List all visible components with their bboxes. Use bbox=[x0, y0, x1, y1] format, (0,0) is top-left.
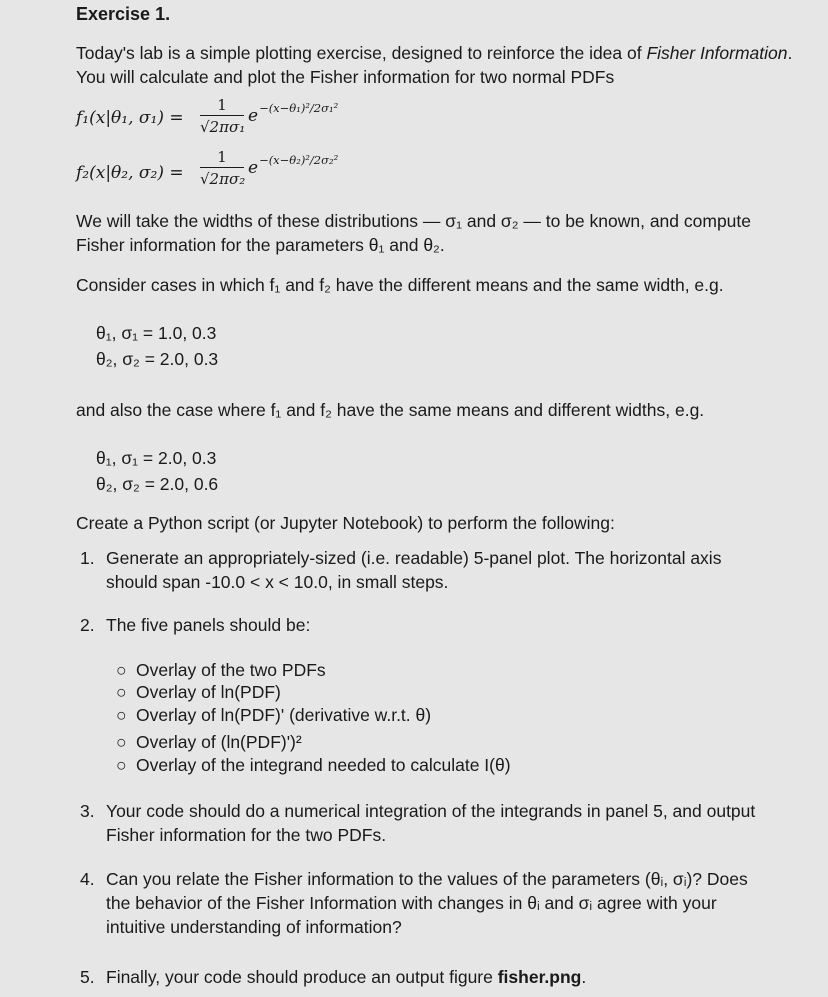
panel-text: Overlay of the integrand needed to calculate I(θ) bbox=[136, 755, 511, 775]
list-item-text bbox=[106, 799, 811, 847]
equation-f2-fraction bbox=[200, 148, 244, 188]
intro-emphasis: Fisher Information bbox=[646, 43, 788, 63]
case2-intro: and also the case where f₁ and f₂ have the same means and different widths, e.g. bbox=[76, 400, 705, 420]
equation-f1-lhs: f₁(x|θ₁, σ₁) = bbox=[76, 108, 184, 128]
equation-f2-denominator: √2πσ₂ bbox=[200, 170, 246, 188]
list-item-line: should span -10.0 < x < 10.0, in small steps. bbox=[106, 572, 449, 592]
panel-bullet bbox=[116, 659, 326, 682]
intro-text-a: Today's lab is a simple plotting exercise, designed to reinforce the idea of bbox=[76, 43, 647, 63]
equation-f2-power: −(x−θ₂)²/2σ₂² bbox=[259, 153, 339, 167]
panel-bullet bbox=[116, 704, 431, 727]
fraction-bar bbox=[200, 115, 244, 116]
panel-text: Overlay of the two PDFs bbox=[136, 660, 326, 680]
panel-bullet bbox=[116, 681, 281, 704]
case1-param-2: θ₂, σ₂ = 2.0, 0.3 bbox=[96, 349, 219, 369]
intro-text-b: . You will calculate and plot the Fisher information for two normal PDFs bbox=[76, 43, 793, 87]
case1-param-1: θ₁, σ₁ = 1.0, 0.3 bbox=[96, 323, 217, 343]
circle-bullet-icon: ○ bbox=[116, 705, 127, 725]
equation-f2-base: e bbox=[248, 158, 259, 178]
list-item-number: 5. bbox=[80, 967, 95, 987]
widths-line-2: Fisher information for the parameters θ₁ and θ₂. bbox=[76, 235, 445, 255]
case2-param-2: θ₂, σ₂ = 2.0, 0.6 bbox=[96, 474, 219, 494]
fraction-bar bbox=[200, 167, 244, 168]
list-item-line: intuitive understanding of information? bbox=[106, 917, 402, 937]
equation-f1-fraction bbox=[200, 96, 244, 136]
list-item-text: The five panels should be: bbox=[106, 615, 311, 635]
circle-bullet-icon: ○ bbox=[116, 660, 127, 680]
list-item-line: the behavior of the Fisher Information with changes in θᵢ and σᵢ agree with your bbox=[106, 893, 717, 913]
list-item-number: 3. bbox=[80, 801, 95, 821]
script-intro: Create a Python script (or Jupyter Notebook) to perform the following: bbox=[76, 513, 615, 533]
list-item-line: Finally, your code should produce an output figure bbox=[106, 967, 498, 987]
equation-f1-denominator: √2πσ₁ bbox=[200, 118, 246, 136]
list-item-number: 4. bbox=[80, 869, 95, 889]
circle-bullet-icon: ○ bbox=[116, 682, 127, 702]
case2-param-1: θ₁, σ₁ = 2.0, 0.3 bbox=[96, 448, 217, 468]
case2-params bbox=[96, 445, 218, 497]
exercise-title: Exercise 1. bbox=[76, 4, 171, 24]
panel-bullet bbox=[116, 754, 511, 777]
circle-bullet-icon: ○ bbox=[116, 732, 127, 752]
intro-paragraph bbox=[76, 41, 816, 89]
panel-text: Overlay of ln(PDF)' (derivative w.r.t. θ) bbox=[136, 705, 432, 725]
list-item-line: Fisher information for the two PDFs. bbox=[106, 825, 387, 845]
equation-f1-base: e bbox=[248, 106, 259, 126]
case1-intro: Consider cases in which f₁ and f₂ have the different means and the same width, e.g. bbox=[76, 275, 724, 295]
circle-bullet-icon: ○ bbox=[116, 755, 127, 775]
equation-f1-numerator: 1 bbox=[217, 96, 227, 114]
widths-line-1: We will take the widths of these distributions — σ₁ and σ₂ — to be known, and compute bbox=[76, 211, 752, 231]
list-item-text bbox=[106, 867, 811, 939]
equation-f1-power: −(x−θ₁)²/2σ₁² bbox=[259, 101, 339, 115]
list-item-line: Your code should do a numerical integration of the integrands in panel 5, and output bbox=[106, 801, 756, 821]
list-item-text bbox=[106, 546, 811, 594]
list-item-number: 1. bbox=[80, 548, 95, 568]
panel-bullet bbox=[116, 731, 302, 754]
output-filename: fisher.png bbox=[497, 967, 582, 987]
list-item-end: . bbox=[581, 967, 587, 987]
equation-f2-exponential bbox=[248, 153, 339, 178]
list-item-text bbox=[106, 965, 811, 989]
list-item-line: Generate an appropriately-sized (i.e. readable) 5-panel plot. The horizontal axis bbox=[106, 548, 722, 568]
equation-f2-numerator: 1 bbox=[217, 148, 227, 166]
equation-f1-exponential bbox=[248, 101, 339, 126]
panel-text: Overlay of (ln(PDF)')² bbox=[136, 732, 302, 752]
list-item-line: Can you relate the Fisher information to the values of the parameters (θᵢ, σᵢ)? Does bbox=[106, 869, 748, 889]
equation-f2-lhs: f₂(x|θ₂, σ₂) = bbox=[76, 163, 184, 183]
panel-text: Overlay of ln(PDF) bbox=[136, 682, 281, 702]
case1-params bbox=[96, 320, 218, 372]
list-item-number: 2. bbox=[80, 615, 95, 635]
widths-paragraph bbox=[76, 209, 816, 257]
